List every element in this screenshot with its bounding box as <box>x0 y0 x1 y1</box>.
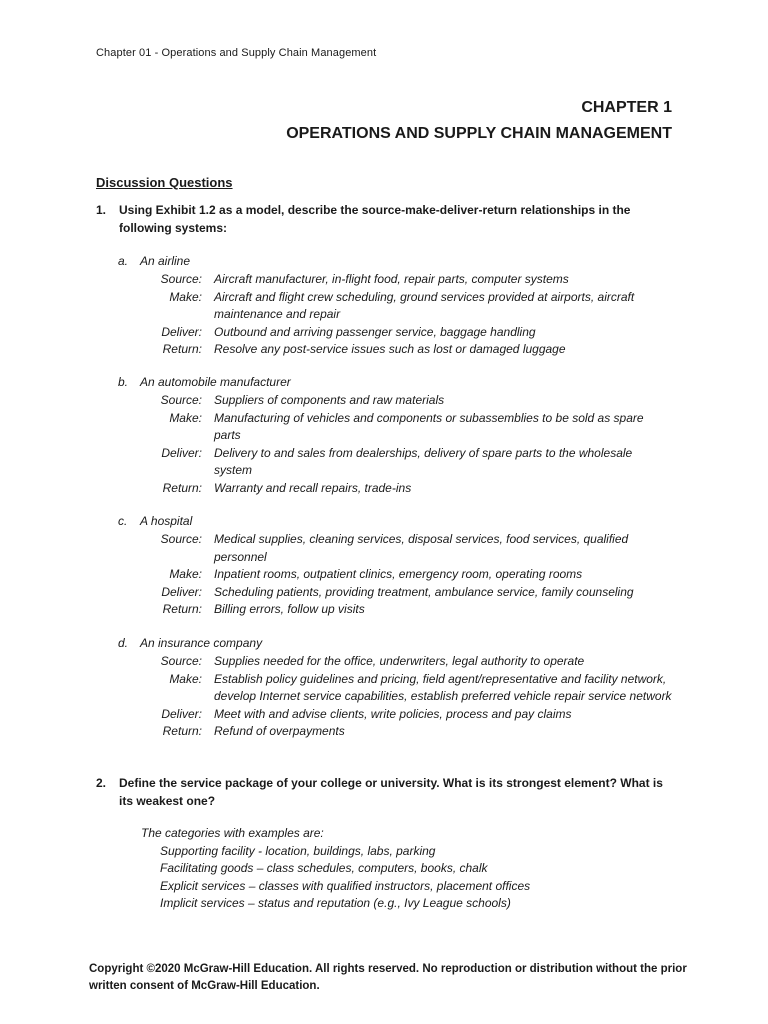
question-1-number: 1. <box>96 203 107 217</box>
system-c-make <box>118 566 678 584</box>
question-1-text: Using Exhibit 1.2 as a model, describe the source-make-deliver-return relationships in the following systems: <box>119 203 631 235</box>
question-2-number: 2. <box>96 776 107 790</box>
row-label: Source: <box>160 532 202 546</box>
row-value: Supplies needed for the office, underwriters, legal authority to operate <box>214 654 585 668</box>
system-d-deliver <box>118 706 678 724</box>
system-c-deliver <box>118 584 678 602</box>
chapter-heading <box>286 95 672 147</box>
system-a-make <box>118 289 678 324</box>
system-a-letter: a. <box>118 254 129 268</box>
system-d-rows <box>118 653 678 741</box>
row-label: Make: <box>169 289 202 304</box>
system-b-name: An automobile manufacturer <box>140 375 291 389</box>
row-value: Suppliers of components and raw materials <box>214 393 445 407</box>
system-b-letter: b. <box>118 375 129 389</box>
system-b-heading <box>118 374 678 392</box>
system-c-letter: c. <box>118 514 128 528</box>
question-2-text: Define the service package of your college or university. What is its strongest element? What is its weakest one? <box>119 776 663 808</box>
row-label: Deliver: <box>161 445 202 460</box>
system-c-return <box>118 601 678 619</box>
question-2 <box>96 774 676 810</box>
row-label: Return: <box>162 602 202 616</box>
row-label: Return: <box>162 480 202 495</box>
system-b-make <box>118 410 678 445</box>
system-a-source <box>118 271 678 289</box>
system-a-deliver <box>118 324 678 342</box>
system-d-make <box>118 671 678 706</box>
chapter-title: OPERATIONS AND SUPPLY CHAIN MANAGEMENT <box>286 125 672 142</box>
system-d-heading <box>118 635 678 653</box>
row-value: Resolve any post-service issues such as lost or damaged luggage <box>214 342 566 356</box>
question-1 <box>96 201 676 237</box>
system-b-rows <box>118 392 678 497</box>
row-label: Return: <box>162 342 202 356</box>
system-a-name: An airline <box>140 254 191 268</box>
system-a-rows <box>118 271 678 359</box>
chapter-number: CHAPTER 1 <box>581 99 672 116</box>
system-a-heading <box>118 253 678 271</box>
system-c-name: A hospital <box>140 514 193 528</box>
row-value: Outbound and arriving passenger service, baggage handling <box>214 324 536 339</box>
answer-intro: The categories with examples are: <box>141 826 324 840</box>
system-b-source <box>118 392 678 410</box>
copyright-footer: Copyright ©2020 McGraw-Hill Education. All rights reserved. No reproduction or distribution without the prior written consent of McGraw-Hill Education. <box>89 963 687 992</box>
row-value: Refund of overpayments <box>214 724 345 738</box>
row-value: Aircraft manufacturer, in-flight food, repair parts, computer systems <box>214 272 569 286</box>
system-c-heading <box>118 513 678 531</box>
row-label: Source: <box>160 654 202 668</box>
row-label: Deliver: <box>161 706 202 721</box>
list-item: Facilitating goods – class schedules, computers, books, chalk <box>160 861 488 875</box>
row-value: Establish policy guidelines and pricing, field agent/representative and facility network, develop Internet service capabilities, establish preferred vehicle repair service network <box>214 671 672 703</box>
system-c-rows <box>118 531 678 619</box>
answer-items <box>160 843 661 913</box>
list-item: Supporting facility - location, buildings, labs, parking <box>160 843 436 858</box>
row-value: Warranty and recall repairs, trade-ins <box>214 480 412 495</box>
section-title: Discussion Questions <box>96 175 233 190</box>
row-label: Source: <box>160 272 202 286</box>
row-label: Make: <box>169 671 202 686</box>
system-d-return <box>118 723 678 741</box>
row-value: Meet with and advise clients, write policies, process and pay claims <box>214 706 572 721</box>
running-header: Chapter 01 - Operations and Supply Chain Management <box>96 47 377 59</box>
question-2-answer <box>141 825 661 913</box>
row-value: Manufacturing of vehicles and components or subassemblies to be sold as spare parts <box>214 410 644 442</box>
row-label: Return: <box>162 724 202 738</box>
system-d-source <box>118 653 678 671</box>
system-d-name: An insurance company <box>140 636 263 650</box>
row-value: Scheduling patients, providing treatment, ambulance service, family counseling <box>214 584 634 599</box>
list-item: Implicit services – status and reputation (e.g., Ivy League schools) <box>160 896 511 910</box>
row-value: Delivery to and sales from dealerships, delivery of spare parts to the wholesale system <box>214 445 633 477</box>
row-label: Deliver: <box>161 584 202 599</box>
row-value: Medical supplies, cleaning services, disposal services, food services, qualified personnel <box>214 532 629 564</box>
row-value: Inpatient rooms, outpatient clinics, emergency room, operating rooms <box>214 567 583 581</box>
system-b-deliver <box>118 445 678 480</box>
system-b-return <box>118 480 678 498</box>
system-d-letter: d. <box>118 636 129 650</box>
list-item: Explicit services – classes with qualified instructors, placement offices <box>160 878 531 893</box>
row-value: Billing errors, follow up visits <box>214 602 365 616</box>
row-label: Deliver: <box>161 324 202 339</box>
row-label: Make: <box>169 410 202 425</box>
row-label: Source: <box>160 393 202 407</box>
row-value: Aircraft and flight crew scheduling, ground services provided at airports, aircraft maintenance and repair <box>214 289 635 321</box>
system-a-return <box>118 341 678 359</box>
system-c-source <box>118 531 678 566</box>
row-label: Make: <box>169 567 202 581</box>
